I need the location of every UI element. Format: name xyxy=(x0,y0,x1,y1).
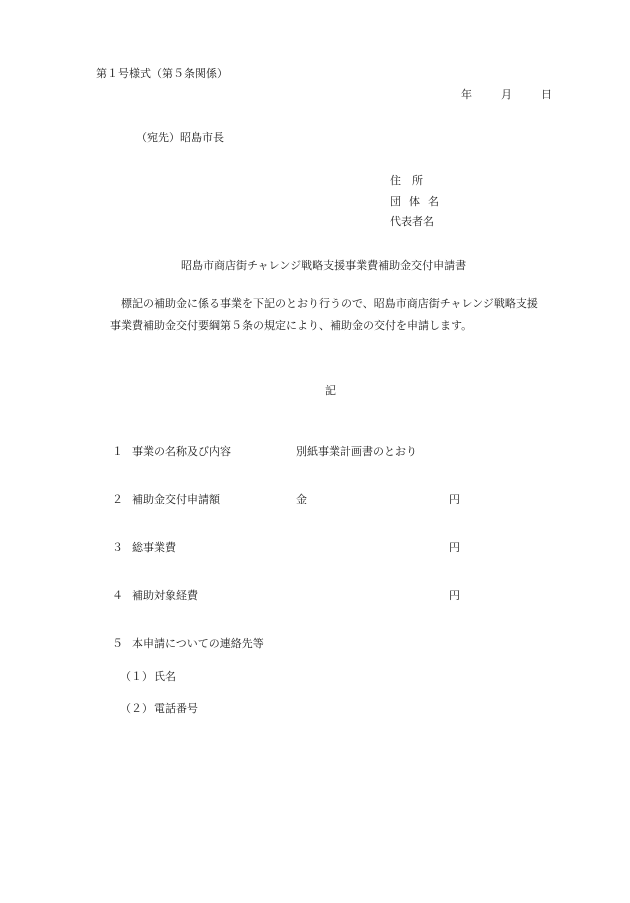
list-item xyxy=(112,494,220,505)
item-number: ２ xyxy=(112,493,123,506)
applicant-group-label: 団体名 xyxy=(390,195,447,208)
body-line-2: 事業費補助金交付要綱第５条の規定により、補助金の交付を申請します。 xyxy=(110,319,473,332)
amount-unit: 円 xyxy=(449,493,460,506)
item-number: ５ xyxy=(112,637,123,650)
item-label: 本申請についての連絡先等 xyxy=(132,637,264,650)
list-item xyxy=(112,542,176,553)
list-item xyxy=(112,590,198,601)
item-label: 補助金交付申請額 xyxy=(132,493,220,506)
item-number: １ xyxy=(112,445,123,458)
date-year: 年 xyxy=(461,88,472,101)
document-title: 昭島市商店街チャレンジ戦略支援事業費補助金交付申請書 xyxy=(181,259,467,272)
contact-label: 電話番号 xyxy=(154,702,198,715)
item-label: 総事業費 xyxy=(132,541,176,554)
addressee: （宛先）昭島市長 xyxy=(136,131,224,144)
date-month: 月 xyxy=(501,88,512,101)
ki-heading: 記 xyxy=(325,384,336,397)
list-item xyxy=(112,638,264,649)
item-number: ３ xyxy=(112,541,123,554)
item-label: 事業の名称及び内容 xyxy=(132,445,231,458)
amount-unit: 円 xyxy=(449,589,460,602)
applicant-address-label: 住 所 xyxy=(390,174,423,187)
item-value: 別紙事業計画書のとおり xyxy=(296,445,417,458)
form-label: 第１号様式（第５条関係） xyxy=(96,67,228,80)
date-line xyxy=(461,89,552,100)
date-day: 日 xyxy=(541,88,552,101)
amount-prefix: 金 xyxy=(296,493,307,506)
contact-item xyxy=(120,703,198,714)
contact-number: （１） xyxy=(120,670,153,683)
contact-number: （２） xyxy=(120,702,153,715)
item-label: 補助対象経費 xyxy=(132,589,198,602)
item-number: ４ xyxy=(112,589,123,602)
contact-label: 氏名 xyxy=(154,670,176,683)
body-line-1: 標記の補助金に係る事業を下記のとおり行うので、昭島市商店街チャレンジ戦略支援 xyxy=(121,297,538,310)
applicant-rep-label: 代表者名 xyxy=(390,215,434,228)
amount-unit: 円 xyxy=(449,541,460,554)
contact-item xyxy=(120,671,176,682)
list-item xyxy=(112,446,231,457)
